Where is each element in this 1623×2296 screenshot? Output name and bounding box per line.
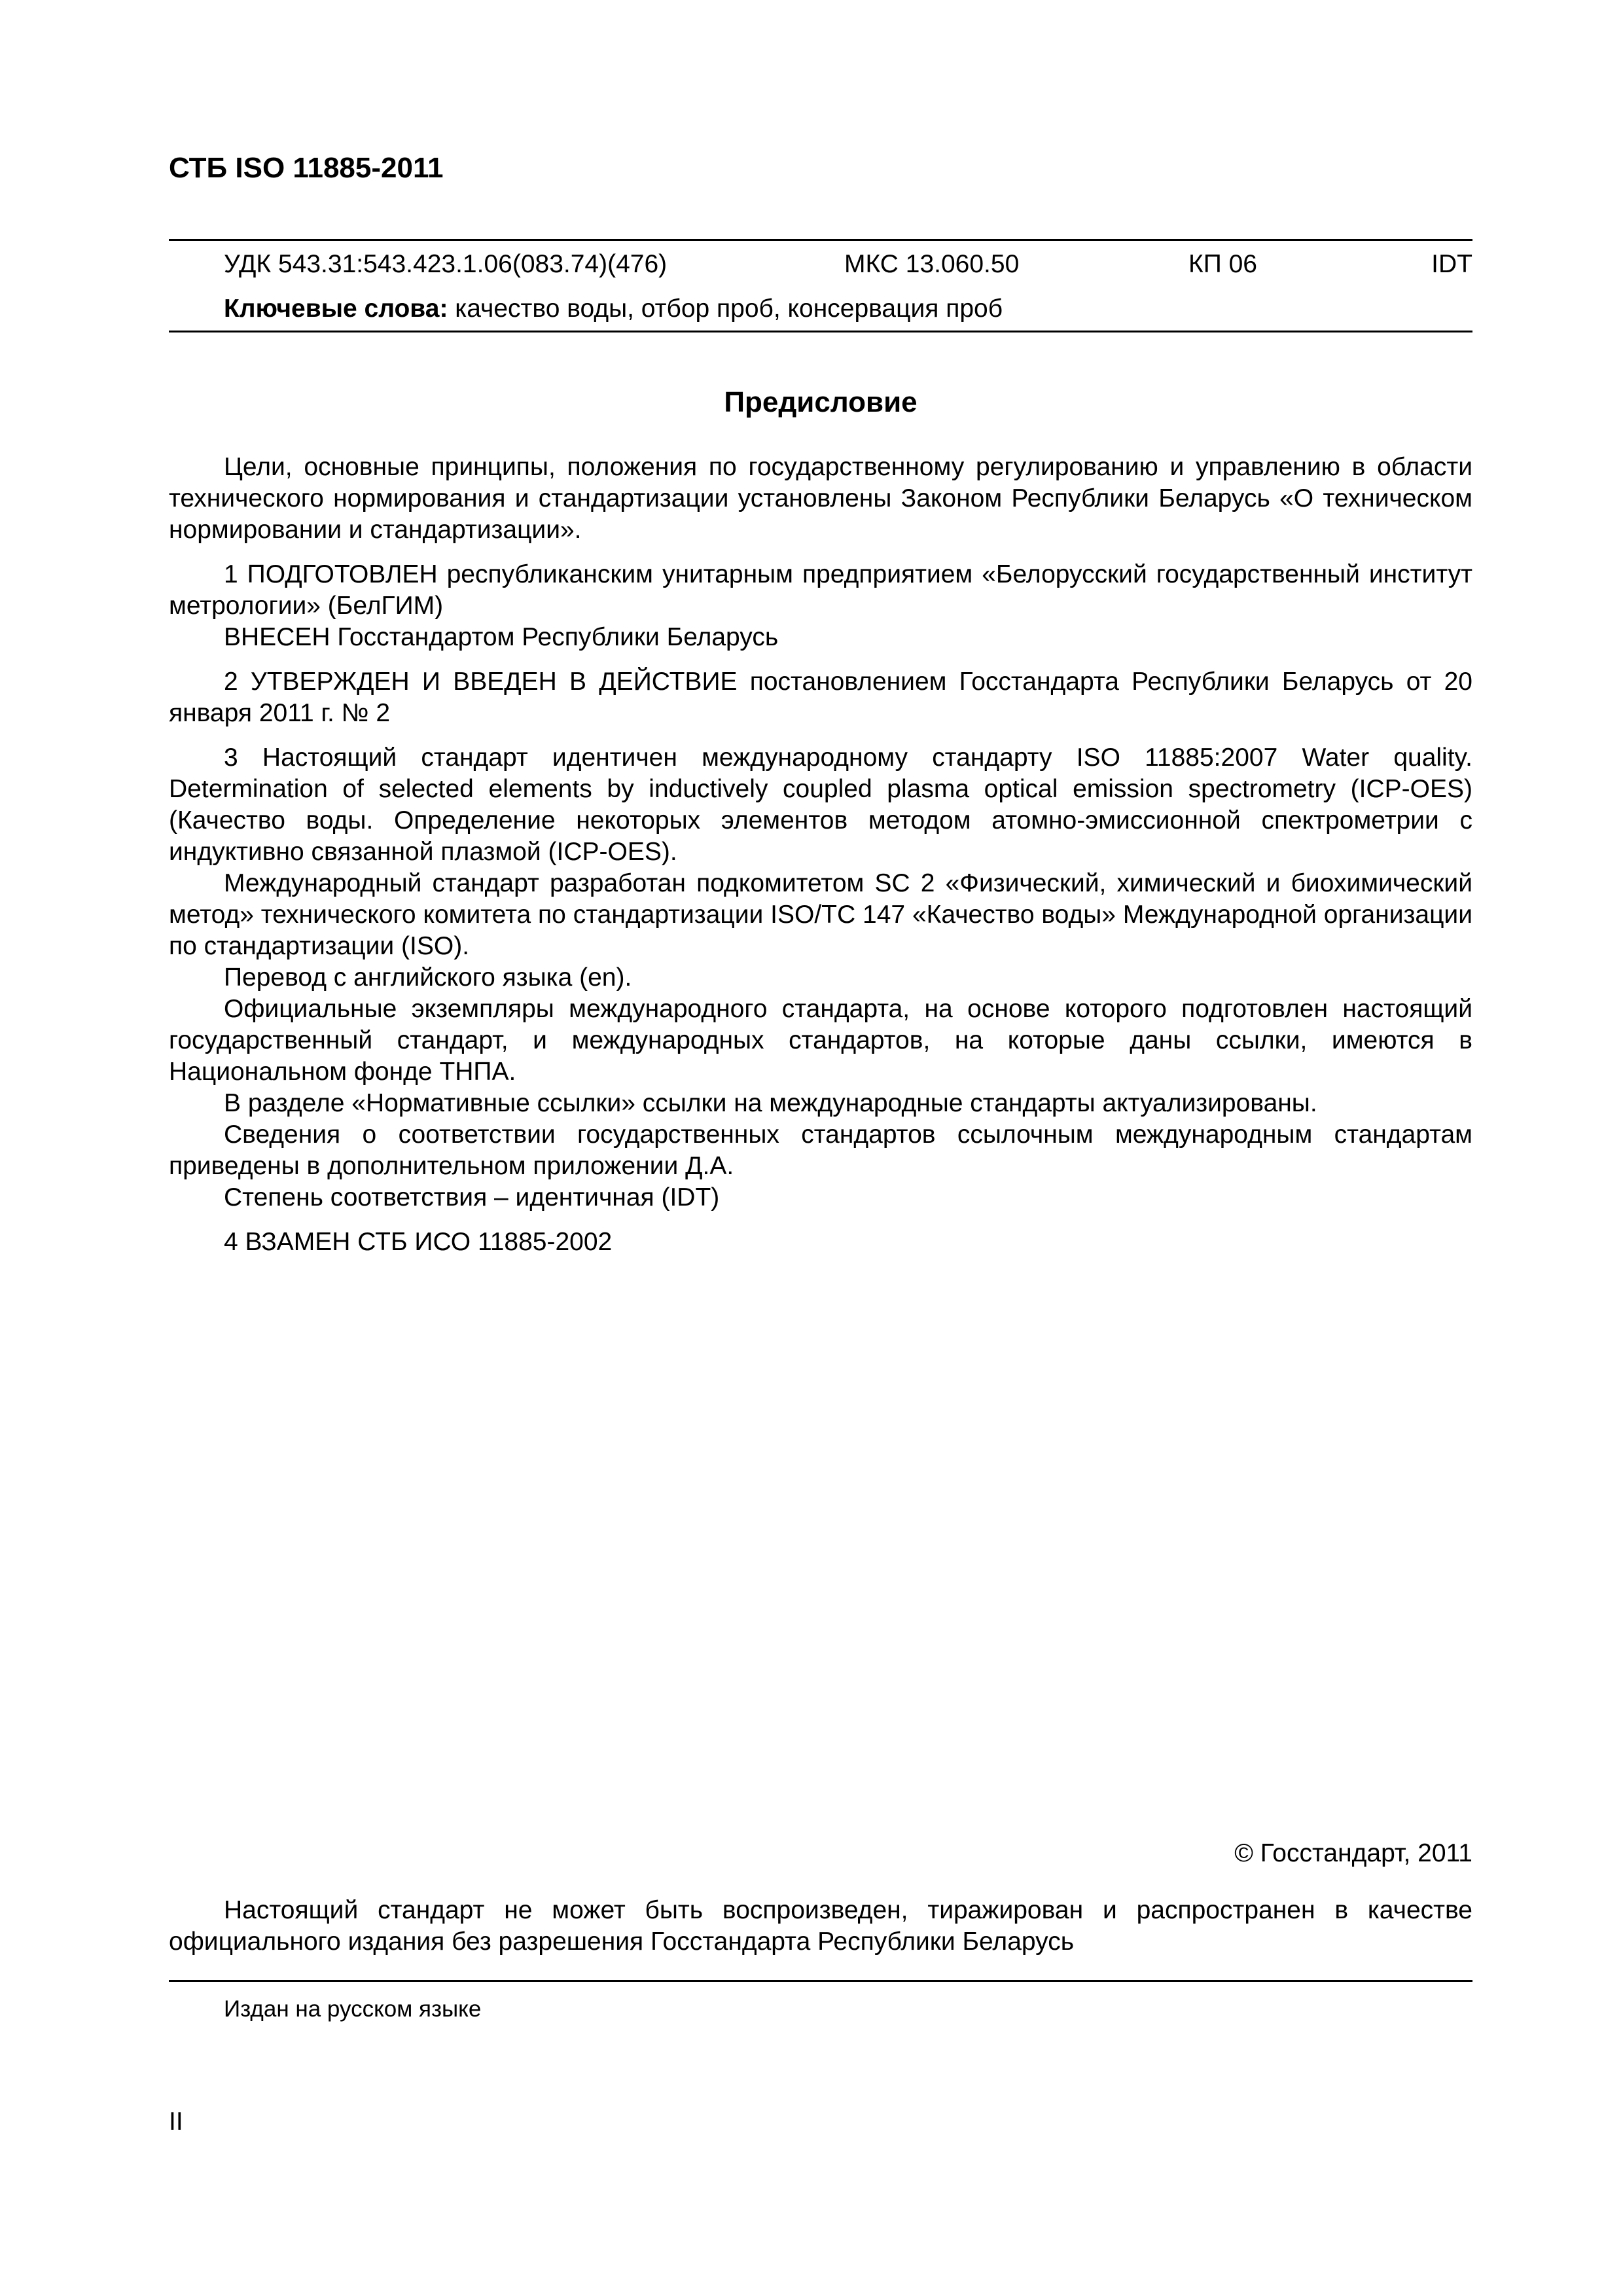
paragraph-developed: Международный стандарт разработан подкомитетом SC 2 «Физический, химический и биохимический метод» технического комитета по стандартизации ISO/TC 147 «Качество воды» Международной организации по стандартизации (ISO). bbox=[169, 869, 1472, 960]
paragraph-replaces: 4 ВЗАМЕН СТБ ИСО 11885-2002 bbox=[224, 1228, 613, 1256]
reproduction-notice: Настоящий стандарт не может быть воспроизведен, тиражирован и распространен в качестве официального издания без разрешения Госстандарта Республики Беларусь bbox=[169, 1896, 1472, 1956]
paragraph-approved: 2 УТВЕРЖДЕН И ВВЕДЕН В ДЕЙСТВИЕ постановлением Госстандарта Республики Беларусь от 20 января 2011 г. № 2 bbox=[169, 668, 1472, 727]
foreword-body bbox=[169, 452, 1472, 1258]
kp-code: КП 06 bbox=[1188, 250, 1257, 278]
paragraph-prepared: 1 ПОДГОТОВЛЕН республиканским унитарным предприятием «Белорусский государственный институт метрологии» (БелГИМ) bbox=[169, 560, 1472, 620]
publication-language: Издан на русском языке bbox=[224, 1996, 482, 2022]
page-number: II bbox=[169, 2108, 183, 2136]
divider-keywords bbox=[169, 331, 1472, 332]
udk-code: УДК 543.31:543.423.1.06(083.74)(476) bbox=[224, 250, 668, 278]
paragraph-submitted: ВНЕСЕН Госстандартом Республики Беларусь bbox=[224, 623, 779, 651]
keywords-line bbox=[224, 295, 1003, 323]
paragraph-principles: Цели, основные принципы, положения по государственному регулированию и управлению в области технического нормирования и стандартизации установлены Законом Республики Беларусь «О техническом нормировании и стандартизации». bbox=[169, 453, 1472, 544]
divider-top bbox=[169, 239, 1472, 241]
paragraph-identical: 3 Настоящий стандарт идентичен международному стандарту ISO 11885:2007 Water quality. Determination of selected elements by inductively coupled plasma optical emission spectrometry (ICP-OES) (Качество воды. Определение некоторых элементов методом атомно-эмиссионной спектрометрии с индуктивно связанной плазмой (ICP-OES). bbox=[169, 744, 1472, 866]
keywords-label: Ключевые слова: bbox=[224, 295, 448, 323]
paragraph-correspondence: Сведения о соответствии государственных стандартов ссылочным международным стандартам приведены в дополнительном приложении Д.А. bbox=[169, 1121, 1472, 1180]
mks-code: МКС 13.060.50 bbox=[844, 250, 1020, 278]
idt-code: IDT bbox=[1431, 250, 1472, 278]
section-title: Предисловие bbox=[724, 386, 918, 418]
paragraph-official-copies: Официальные экземпляры международного стандарта, на основе которого подготовлен настоящий государственный стандарт, и международных стандартов, на которые даны ссылки, имеются в Национальном фонде ТНПА. bbox=[169, 995, 1472, 1086]
paragraph-translation: Перевод с английского языка (en). bbox=[224, 963, 632, 992]
copyright-notice: © Госстандарт, 2011 bbox=[1234, 1839, 1472, 1867]
divider-bottom bbox=[169, 1980, 1472, 1982]
classification-row bbox=[224, 250, 1472, 283]
paragraph-degree: Степень соответствия – идентичная (IDT) bbox=[224, 1183, 720, 1211]
document-code: СТБ ISO 11885-2011 bbox=[169, 152, 444, 184]
paragraph-references: В разделе «Нормативные ссылки» ссылки на международные стандарты актуализированы. bbox=[224, 1089, 1317, 1117]
keywords-value: качество воды, отбор проб, консервация проб bbox=[448, 295, 1003, 323]
